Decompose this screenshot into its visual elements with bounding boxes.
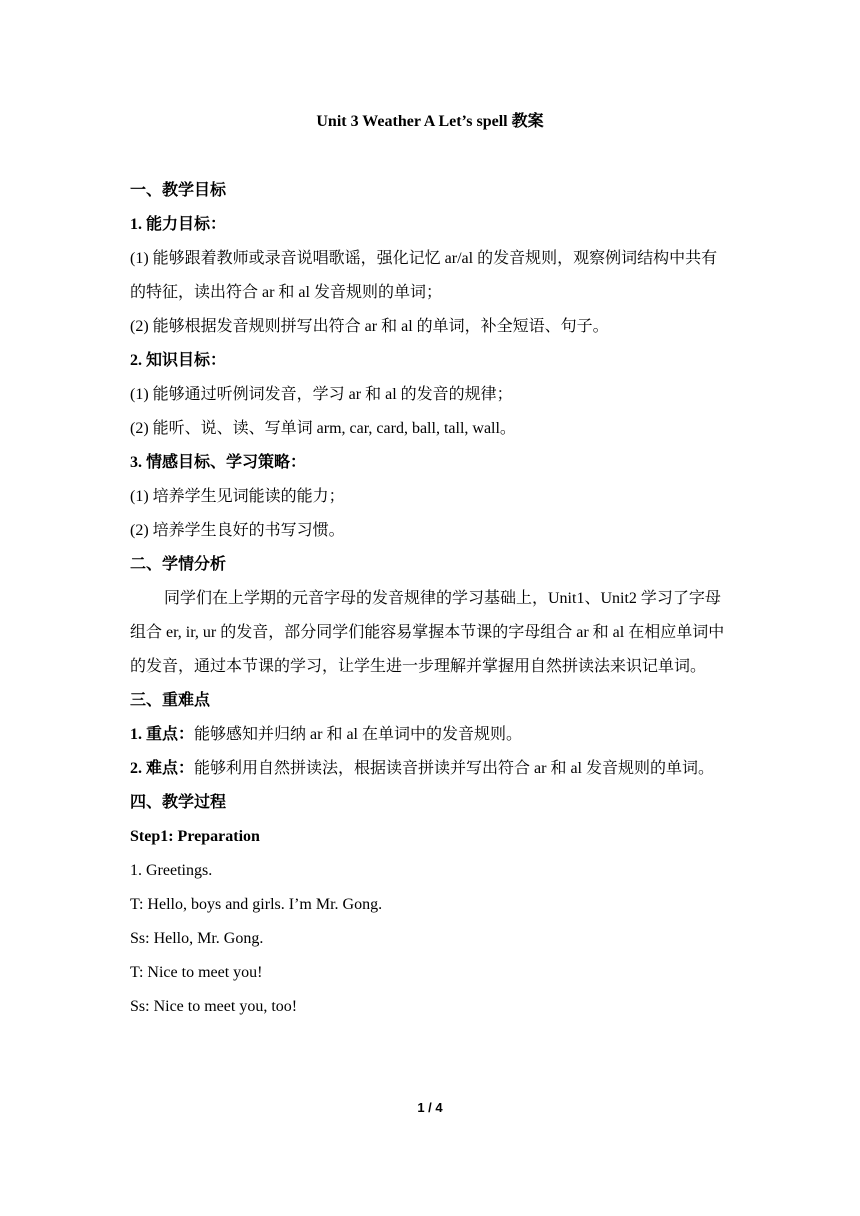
key-point-item [130,718,732,752]
list-item: (1) 培养学生见词能读的能力； [130,488,345,505]
page-number: 1 / 4 [417,1100,443,1115]
dialogue-line: 1. Greetings. [130,862,213,879]
subheading-emotional-goals: 3. 情感目标、学习策略： [130,454,307,471]
document-title: Unit 3 Weather A Let’s spell 教案 [316,113,544,130]
section-heading-objectives: 一、教学目标 [130,182,227,199]
step-heading: Step1: Preparation [130,828,260,845]
subheading-ability-goals: 1. 能力目标： [130,216,227,233]
key-point-text: 能够感知并归纳 ar 和 al 在单词中的发音规则。 [194,726,522,743]
section-heading-key-points: 三、重难点 [130,692,211,709]
section-heading-analysis: 二、学情分析 [130,556,227,573]
list-item: (1) 能够跟着教师或录音说唱歌谣，强化记忆 ar/al 的发音规则，观察例词结构中共有的特征，读出符合 ar 和 al 发音规则的单词； [130,250,718,301]
list-item: (1) 能够通过听例词发音，学习 ar 和 al 的发音的规律； [130,386,513,403]
key-point-label: 1. 重点： [130,726,195,743]
list-item: (2) 能够根据发音规则拼写出符合 ar 和 al 的单词，补全短语、句子。 [130,318,609,335]
subheading-knowledge-goals: 2. 知识目标： [130,352,227,369]
dialogue-line: Ss: Hello, Mr. Gong. [130,930,264,947]
document-body [130,174,732,1024]
difficulty-item [130,752,732,786]
dialogue-line: Ss: Nice to meet you, too! [130,998,298,1015]
difficulty-text: 能够利用自然拼读法，根据读音拼读并写出符合 ar 和 al 发音规则的单词。 [194,760,714,777]
section-heading-process: 四、教学过程 [130,794,227,811]
dialogue-line: T: Nice to meet you! [130,964,263,981]
analysis-paragraph: 同学们在上学期的元音字母的发音规律的学习基础上，Unit1、Unit2 学习了字母组合 er, ir, ur 的发音，部分同学们能容易掌握本节课的字母组合 ar 和 al 在相应单词中的发音，通过本节课的学习，让学生进一步理解并掌握用自然拼读法来识记单词。 [130,590,725,675]
difficulty-label: 2. 难点： [130,760,195,777]
dialogue-line: T: Hello, boys and girls. I’m Mr. Gong. [130,896,383,913]
list-item: (2) 能听、说、读、写单词 arm, car, card, ball, tall, wall。 [130,420,516,437]
list-item: (2) 培养学生良好的书写习惯。 [130,522,345,539]
